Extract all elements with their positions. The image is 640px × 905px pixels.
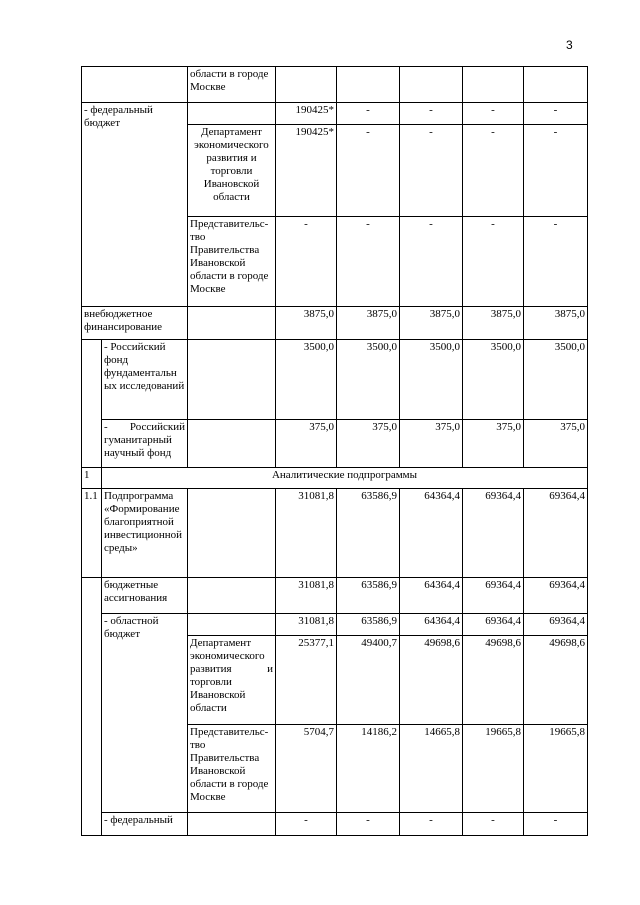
row-label: - областной бюджет bbox=[102, 614, 188, 813]
value-cell: 3500,0 bbox=[276, 340, 337, 420]
row-label: внебюджетное финансирование bbox=[82, 307, 188, 340]
value-cell: - bbox=[337, 125, 400, 217]
value-cell: 375,0 bbox=[400, 420, 463, 468]
value-cell: 3875,0 bbox=[337, 307, 400, 340]
row-label bbox=[102, 420, 188, 468]
value-cell: 69364,4 bbox=[463, 614, 524, 636]
value-cell: 31081,8 bbox=[276, 578, 337, 614]
table-row bbox=[82, 340, 588, 420]
value-cell: - bbox=[463, 813, 524, 836]
table-row bbox=[82, 578, 588, 614]
value-cell: 31081,8 bbox=[276, 614, 337, 636]
cell bbox=[463, 67, 524, 103]
value-cell: 19665,8 bbox=[463, 725, 524, 813]
value-cell: - bbox=[524, 125, 588, 217]
value-cell: - bbox=[463, 125, 524, 217]
value-cell: 3500,0 bbox=[337, 340, 400, 420]
value-cell: 64364,4 bbox=[400, 614, 463, 636]
value-cell: 64364,4 bbox=[400, 489, 463, 578]
value-cell: 14186,2 bbox=[337, 725, 400, 813]
cell bbox=[188, 813, 276, 836]
dept-line: торговли Ивановской области bbox=[190, 676, 246, 714]
subprogram-number: 1.1 bbox=[82, 489, 102, 578]
table-row bbox=[82, 67, 588, 103]
value-cell: - bbox=[524, 103, 588, 125]
value-cell: 69364,4 bbox=[463, 578, 524, 614]
value-cell: 49400,7 bbox=[337, 636, 400, 725]
value-cell: 14665,8 bbox=[400, 725, 463, 813]
value-cell: 49698,6 bbox=[463, 636, 524, 725]
value-cell: 25377,1 bbox=[276, 636, 337, 725]
value-cell: 69364,4 bbox=[524, 489, 588, 578]
cell bbox=[188, 340, 276, 420]
table-row bbox=[82, 614, 588, 636]
value-cell: 190425* bbox=[276, 125, 337, 217]
value-cell: 31081,8 bbox=[276, 489, 337, 578]
value-cell: 5704,7 bbox=[276, 725, 337, 813]
label-rest: гуманитарный научный фонд bbox=[104, 434, 172, 459]
value-cell: 19665,8 bbox=[524, 725, 588, 813]
cell bbox=[188, 103, 276, 125]
value-cell: - bbox=[524, 813, 588, 836]
row-label: бюджетные ассигнования bbox=[102, 578, 188, 614]
budget-table bbox=[81, 66, 588, 836]
value-cell: 375,0 bbox=[337, 420, 400, 468]
label-dash: - bbox=[104, 421, 108, 433]
dept-cell: Представительс-тво Правительства Ивановской области в городе Москве bbox=[188, 217, 276, 307]
value-cell: 3875,0 bbox=[400, 307, 463, 340]
cell bbox=[400, 67, 463, 103]
value-cell: - bbox=[337, 813, 400, 836]
value-cell: - bbox=[337, 217, 400, 307]
cell bbox=[524, 67, 588, 103]
value-cell: 49698,6 bbox=[524, 636, 588, 725]
dept-cell bbox=[188, 636, 276, 725]
value-cell: 375,0 bbox=[463, 420, 524, 468]
value-cell: - bbox=[400, 813, 463, 836]
cell bbox=[188, 420, 276, 468]
row-label: Подпрограмма «Формирование благоприятной инвестиционной среды» bbox=[102, 489, 188, 578]
value-cell: 3500,0 bbox=[524, 340, 588, 420]
row-label: - федеральный bbox=[102, 813, 188, 836]
section-title: Аналитические подпрограммы bbox=[102, 468, 588, 489]
value-cell: 3500,0 bbox=[400, 340, 463, 420]
cell bbox=[276, 67, 337, 103]
cell bbox=[188, 307, 276, 340]
value-cell: 3875,0 bbox=[524, 307, 588, 340]
value-cell: 64364,4 bbox=[400, 578, 463, 614]
cell bbox=[82, 67, 188, 103]
value-cell: - bbox=[463, 217, 524, 307]
dept-cell: Представительс-тво Правительства Ивановской области в городе Москве bbox=[188, 725, 276, 813]
section-number: 1 bbox=[82, 468, 102, 489]
dept-word: развития bbox=[190, 663, 232, 675]
value-cell: - bbox=[400, 125, 463, 217]
value-cell: 190425* bbox=[276, 103, 337, 125]
dept-line: Департамент экономического bbox=[190, 637, 265, 662]
value-cell: 63586,9 bbox=[337, 489, 400, 578]
value-cell: 3875,0 bbox=[463, 307, 524, 340]
value-cell: 63586,9 bbox=[337, 614, 400, 636]
value-cell: 69364,4 bbox=[524, 614, 588, 636]
value-cell: - bbox=[400, 103, 463, 125]
row-label: - федеральный бюджет bbox=[82, 103, 188, 307]
table-row bbox=[82, 489, 588, 578]
cell bbox=[188, 578, 276, 614]
cell bbox=[188, 489, 276, 578]
value-cell: 3500,0 bbox=[463, 340, 524, 420]
value-cell: 63586,9 bbox=[337, 578, 400, 614]
table-row bbox=[82, 813, 588, 836]
dept-word: и bbox=[267, 663, 273, 675]
value-cell: - bbox=[276, 217, 337, 307]
label-word: Российский bbox=[129, 421, 185, 433]
dept-cell: области в городе Москве bbox=[188, 67, 276, 103]
indent-cell bbox=[82, 340, 102, 468]
row-label: - Российский фонд фундаментальн ых исследований bbox=[102, 340, 188, 420]
value-cell: - bbox=[463, 103, 524, 125]
value-cell: - bbox=[337, 103, 400, 125]
table-row bbox=[82, 103, 588, 125]
value-cell: - bbox=[400, 217, 463, 307]
dept-cell: Департамент экономического развития и торговли Ивановской области bbox=[188, 125, 276, 217]
value-cell: 69364,4 bbox=[524, 578, 588, 614]
table-row bbox=[82, 468, 588, 489]
value-cell: 375,0 bbox=[524, 420, 588, 468]
table-row bbox=[82, 307, 588, 340]
value-cell: 3875,0 bbox=[276, 307, 337, 340]
page-number: 3 bbox=[566, 38, 573, 52]
value-cell: - bbox=[524, 217, 588, 307]
cell bbox=[337, 67, 400, 103]
value-cell: 69364,4 bbox=[463, 489, 524, 578]
value-cell: 49698,6 bbox=[400, 636, 463, 725]
value-cell: 375,0 bbox=[276, 420, 337, 468]
indent-cell bbox=[82, 578, 102, 836]
cell bbox=[188, 614, 276, 636]
table-row bbox=[82, 420, 588, 468]
value-cell: - bbox=[276, 813, 337, 836]
